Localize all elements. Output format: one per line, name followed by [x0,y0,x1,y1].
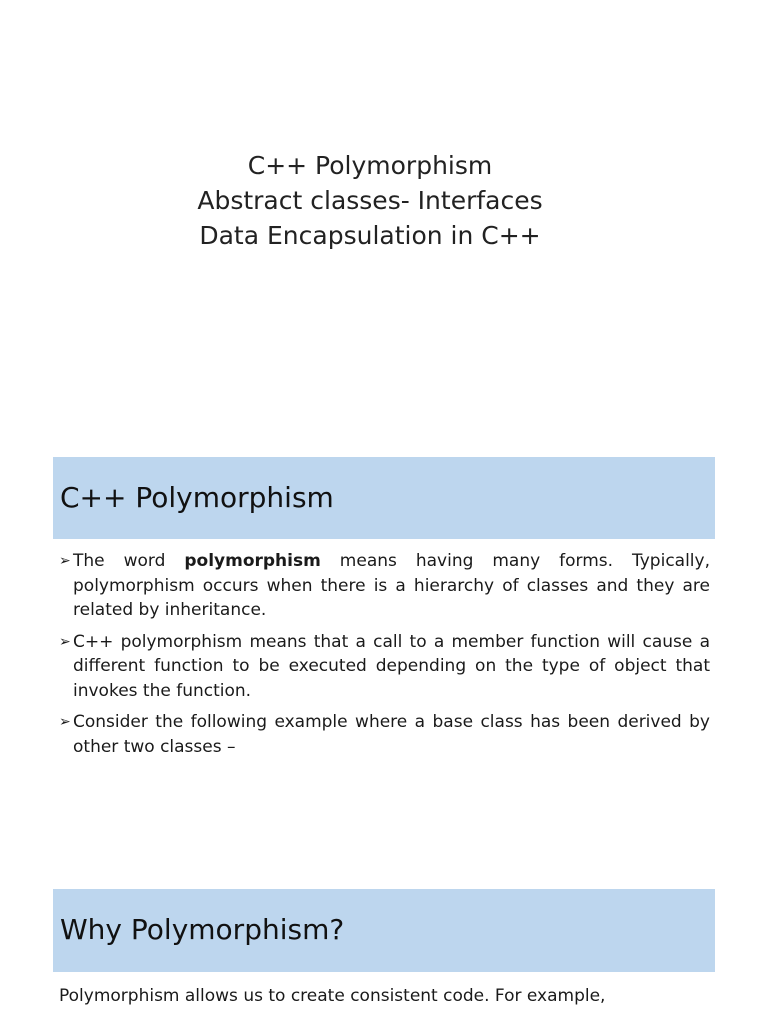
section-header-polymorphism [53,457,715,539]
bullet-text-before: The word [73,551,185,571]
arrow-bullet-icon: ➢ [59,633,71,650]
body-paragraph: Polymorphism allows us to create consistent code. For example, [59,986,606,1006]
section-heading: Why Polymorphism? [60,913,345,946]
list-item [59,549,710,623]
title-line-3: Data Encapsulation in C++ [199,221,541,250]
section-header-why-polymorphism [53,889,715,972]
title-line-2: Abstract classes- Interfaces [197,186,543,215]
bullet-list [59,549,710,766]
arrow-bullet-icon: ➢ [59,714,71,730]
list-item [59,630,710,704]
bullet-text-after: means having many forms. Typically, polymorphism occurs when there is a hierarchy of classes and they are related by inheritance. [73,551,710,620]
list-item [59,710,710,759]
arrow-bullet-icon: ➢ [59,553,71,569]
bullet-text-bold: polymorphism [184,551,321,571]
bullet-text: Consider the following example where a base class has been derived by other two classes – [73,712,710,757]
section-heading: C++ Polymorphism [60,481,334,514]
title-line-1: C++ Polymorphism [247,151,493,180]
bullet-text: C++ polymorphism means that a call to a member function will cause a different function to be executed depending on the type of object that invokes the function. [73,631,710,701]
title-slide [0,148,740,253]
